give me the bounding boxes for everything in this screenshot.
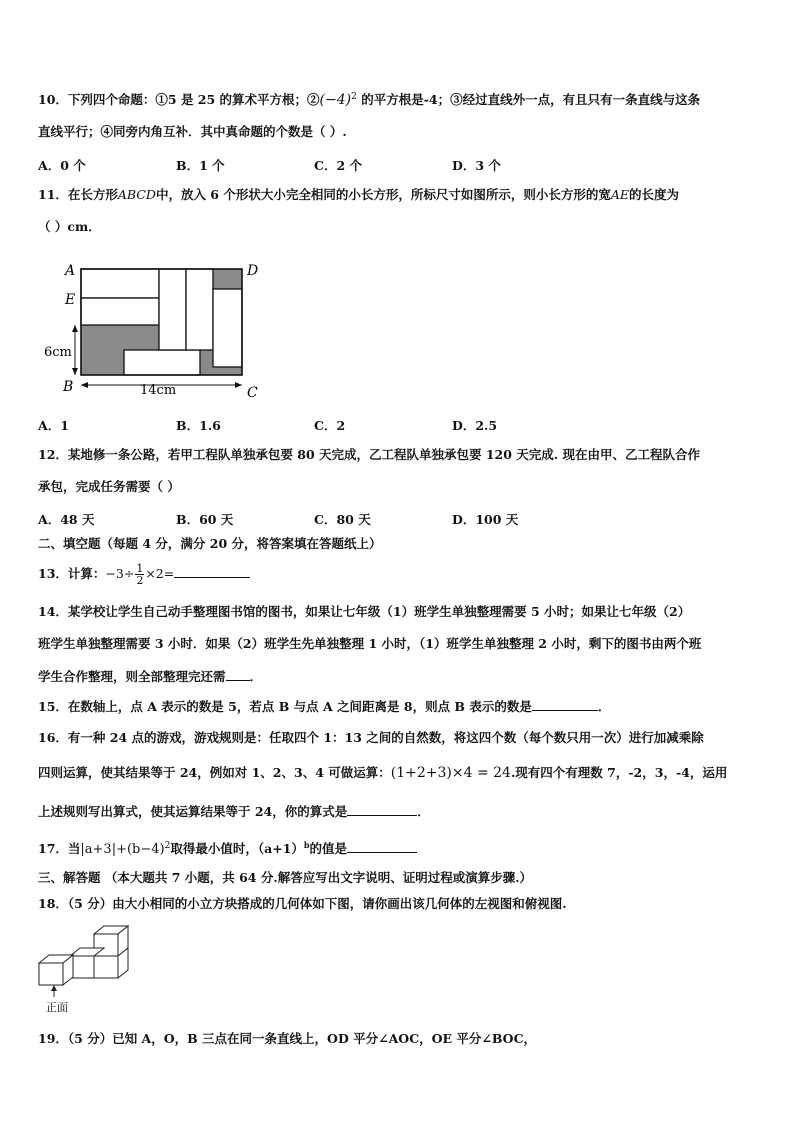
q14-answer-blank[interactable] xyxy=(226,668,250,681)
q16-line2-b: .现有四个有理数 7，-2，3，-4，运用 xyxy=(510,765,728,780)
q16-line3-text: 上述规则写出算式，使其运算结果等于 24，你的算式是 xyxy=(38,804,348,819)
q14-line1: 14．某学校让学生自己动手整理图书馆的图书，如果让七年级（1）班学生单独整理需要 5 小时；如果让七年级（2） xyxy=(38,604,691,619)
q10-option-b: B．1 个 xyxy=(176,158,225,173)
q18-line: 18．（5 分）由大小相同的小立方块搭成的几何体如下图，请你画出该几何体的左视图和俯视图. xyxy=(38,896,567,911)
front-label: 正面 xyxy=(46,1001,68,1014)
q17-prefix: 17．当 xyxy=(38,841,81,857)
section-2-heading: 二、填空题（每题 4 分，满分 20 分，将答案填在答题纸上） xyxy=(38,536,382,551)
q16-answer-blank[interactable] xyxy=(347,803,417,816)
q10-line1-a: 10．下列四个命题：①5 是 25 的算术平方根；② xyxy=(38,92,320,108)
front-arrow-head xyxy=(51,985,57,991)
q17-mid: 取得最小值时，（a+1） xyxy=(170,841,304,857)
width-arrow-left xyxy=(81,382,88,388)
label-c: C xyxy=(247,385,258,401)
small-rect-vertical-3 xyxy=(213,289,242,367)
small-rect-left-mid xyxy=(81,298,159,325)
q10-line2: 直线平行；④同旁内角互补．其中真命题的个数是（ ）. xyxy=(38,124,347,139)
q11-line2: （ ）cm． xyxy=(38,219,101,234)
q12-line2: 承包，完成任务需要（ ） xyxy=(38,479,180,494)
q10-option-a: A．0 个 xyxy=(38,158,86,173)
q10-exponent: 2 xyxy=(351,92,357,102)
label-b: B xyxy=(63,379,74,395)
width-arrow-right xyxy=(235,382,242,388)
q13-line xyxy=(38,560,250,588)
q11-line1 xyxy=(38,187,679,203)
q16-line1: 16．有一种 24 点的游戏，游戏规则是：任取四个 1：13 之间的自然数，将这四个数（每个数只用一次）进行加减乘除 xyxy=(38,730,704,745)
q13-fraction xyxy=(135,563,144,586)
q17-answer-blank[interactable] xyxy=(347,840,417,853)
q15-text: 15．在数轴上，点 A 表示的数是 5，若点 B 与点 A 之间距离是 8，则点 B 表示的数是 xyxy=(38,699,532,714)
gray-region-top-right xyxy=(213,269,242,289)
label-e: E xyxy=(65,292,76,308)
q17-expr: |a+3|+(b−4) xyxy=(80,842,165,858)
q13-expr-b: ×2= xyxy=(145,566,175,581)
q16-line2-expr: (1+2+3)×4 = 24 xyxy=(390,765,511,781)
q12-option-d: D．100 天 xyxy=(452,512,519,527)
q10-option-c: C．2 个 xyxy=(314,158,362,173)
q12-option-b: B．60 天 xyxy=(176,512,234,527)
q12-option-c: C．80 天 xyxy=(314,512,371,527)
q10-option-d: D．3 个 xyxy=(452,158,501,173)
q11-option-b: B．1.6 xyxy=(176,418,221,433)
q10-line1 xyxy=(38,89,700,108)
q14-line3-text: 学生合作整理，则全部整理完还需 xyxy=(38,669,226,684)
q19-line: 19．（5 分）已知 A，O，B 三点在同一条直线上，OD 平分∠AOC，OE 平分∠BOC， xyxy=(38,1031,537,1046)
q11-rectangle-figure xyxy=(40,256,270,404)
q17-exponent: 2 xyxy=(164,841,171,851)
q16-line2-a: 四则运算，使其结果等于 24，例如对 1、2、3、4 可做运算： xyxy=(38,765,391,780)
q11-option-d: D．2.5 xyxy=(452,418,498,433)
cube-front-face-left xyxy=(39,963,63,985)
q10-expr: (−4) xyxy=(319,92,352,109)
small-rect-vertical-2 xyxy=(186,269,213,350)
label-d: D xyxy=(247,263,259,279)
small-rect-bottom-horizontal xyxy=(124,350,200,375)
label-width: 14cm xyxy=(140,383,177,398)
q11-line1-b: 中，放入 6 个形状大小完全相同的小长方形，所标尺寸如图所示，则小长方形的宽 xyxy=(155,187,611,202)
q11-option-c: C．2 xyxy=(314,418,346,433)
q17-suffix: 的值是 xyxy=(309,841,347,857)
height-arrow-up xyxy=(72,325,78,332)
cube-front-face-lower-right xyxy=(94,956,118,978)
q12-line1: 12．某地修一条公路，若甲工程队单独承包要 80 天完成，乙工程队单独承包要 120 天完成. 现在由甲、乙工程队合作 xyxy=(38,447,700,462)
small-rect-left-top xyxy=(81,269,159,298)
q15-line: 15．在数轴上，点 A 表示的数是 5，若点 B 与点 A 之间距离是 8，则点 B 表示的数是 ． xyxy=(38,699,611,714)
q11-line1-a: 11．在长方形 xyxy=(38,187,118,202)
q14-line3: 学生合作整理，则全部整理完还需 ． xyxy=(38,669,263,684)
q17-b-exponent: b xyxy=(303,840,310,850)
q10-line1-b: 的平方根是-4；③经过直线外一点，有且只有一条直线与这条 xyxy=(356,92,701,108)
label-height: 6cm xyxy=(44,345,72,360)
q12-option-a: A．48 天 xyxy=(38,512,95,527)
q16-line3: 上述规则写出算式，使其运算结果等于 24，你的算式是 ． xyxy=(38,804,430,819)
q11-width-name: AE xyxy=(610,187,629,202)
q13-prefix: 13．计算： xyxy=(38,566,106,581)
section-3-heading: 三、解答题 （本大题共 7 小题，共 64 分.解答应写出文字说明、证明过程或演算步骤.） xyxy=(38,870,533,885)
q13-numerator: 1 xyxy=(136,562,144,575)
cube-front-face-middle xyxy=(70,956,94,978)
small-rect-vertical-1 xyxy=(159,269,186,350)
q13-answer-blank[interactable] xyxy=(174,565,250,578)
q11-rect-name: ABCD xyxy=(117,187,156,202)
label-a: A xyxy=(65,263,76,279)
q11-line1-c: 的长度为 xyxy=(629,187,680,202)
q13-expr-a: −3÷ xyxy=(105,566,135,581)
q18-cube-figure xyxy=(36,921,136,1016)
q13-denominator: 2 xyxy=(136,574,144,587)
q11-option-a: A．1 xyxy=(38,418,69,433)
height-arrow-down xyxy=(72,368,78,375)
q15-answer-blank[interactable] xyxy=(532,698,598,711)
q16-line2 xyxy=(38,765,727,781)
q14-line2: 班学生单独整理需要 3 小时．如果（2）班学生先单独整理 1 小时，（1）班学生单独整理 2 小时，剩下的图书由两个班 xyxy=(38,636,702,651)
q17-line xyxy=(38,837,417,858)
